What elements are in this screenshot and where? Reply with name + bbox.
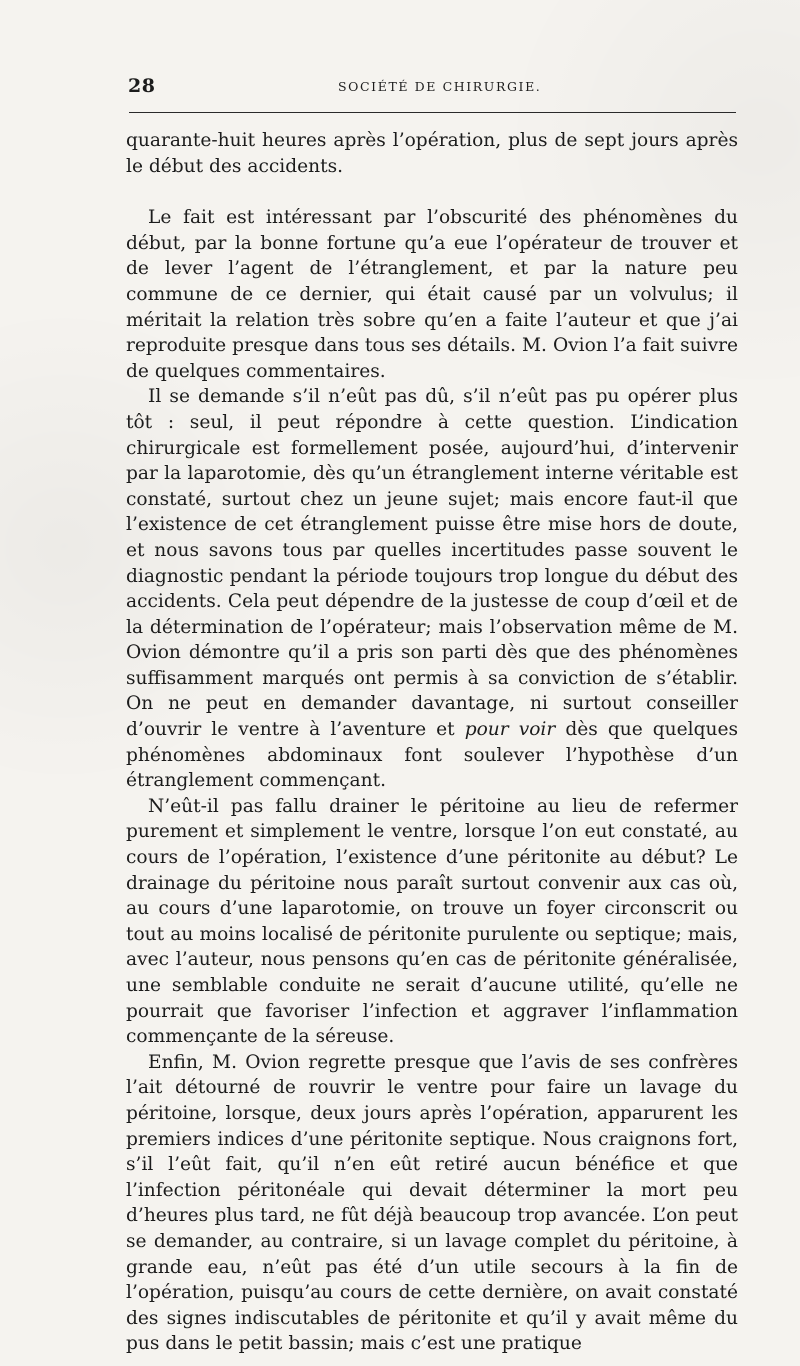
paragraph-text: Le fait est intéressant par l’obscurité des phénomènes du début, par la bonne fortune qu’a eue l’opérateur de trouver et de lever l’agent de l’étranglement, et par la nature peu commune de ce dernier, qui était causé par un volvulus; il méritait la relation très sobre qu’en a faite l’auteur et que j’ai reproduite presque dans tous ses détails. M. Ovion l’a fait suivre de quelques commentaires.: [126, 207, 738, 382]
italic-phrase: pour voir: [464, 719, 556, 741]
paragraph-3: [126, 384, 738, 794]
paragraph-1: [126, 128, 738, 179]
page-header: [128, 75, 738, 99]
paragraph-4: [126, 794, 738, 1050]
paragraph-text-continued: dès que quelques phénomènes abdominaux font soulever l’hypothèse d’un étranglement commençant.: [126, 719, 739, 792]
paragraph-5: [126, 1050, 738, 1357]
page-number: 28: [128, 75, 156, 97]
paragraph-2: [126, 205, 738, 384]
header-rule: [129, 112, 736, 113]
paragraph-text: Enfin, M. Ovion regrette presque que l’avis de ses confrères l’ait détourné de rouvrir le ventre pour faire un lavage du péritoine, lorsque, deux jours après l’opération, apparurent les premiers indices d’une péritonite septique. Nous craignons fort, s’il l’eût fait, qu’il n’en eût retiré aucun bénéfice et que l’infection péritonéale qui devait déterminer la mort peu d’heures plus tard, ne fût déjà beaucoup trop avancée. L’on peut se demander, au contraire, si un lavage complet du péritoine, à grande eau, n’eût pas été d’un utile secours à la fin de l’opération, puisqu’au cours de cette dernière, on avait constaté des signes indiscutables de péritonite et qu’il y avait même du pus dans le petit bassin; mais c’est une pratique: [126, 1051, 738, 1355]
running-title: SOCIÉTÉ DE CHIRURGIE.: [338, 79, 542, 94]
body-text: [126, 128, 738, 1357]
paragraph-text: N’eût-il pas fallu drainer le péritoine au lieu de refermer purement et simplement le ventre, lorsque l’on eut constaté, au cours de l’opération, l’existence d’une péritonite au début? Le drainage du péritoine nous paraît surtout convenir aux cas où, au cours d’une laparotomie, on trouve un foyer circonscrit ou tout au moins localisé de péritonite purulente ou septique; mais, avec l’auteur, nous pensons qu’en cas de péritonite généralisée, une semblable conduite ne serait d’aucune utilité, qu’elle ne pourrait que favoriser l’infection et aggraver l’inflammation commençante de la séreuse.: [126, 795, 738, 1048]
paragraph-text: Il se demande s’il n’eût pas dû, s’il n’eût pas pu opérer plus tôt : seul, il peut répondre à cette question. L’indication chirurgicale est formellement posée, aujourd’hui, d’intervenir par la laparotomie, dès qu’un étranglement interne véritable est constaté, surtout chez un jeune sujet; mais encore faut-il que l’existence de cet étranglement puisse être mise hors de doute, et nous savons tous par quelles incertitudes passe souvent le diagnostic pendant la période toujours trop longue du début des accidents. Cela peut dépendre de la justesse de coup d’œil et de la détermination de l’opérateur; mais l’observation même de M. Ovion démontre qu’il a pris son parti dès que des phénomènes suffisamment marqués ont permis à sa conviction de s’établir. On ne peut en demander davantage, ni surtout conseiller d’ouvrir le ventre à l’aventure et: [126, 386, 738, 741]
paragraph-text: quarante-huit heures après l’opération, plus de sept jours après le début des accidents.: [126, 130, 738, 177]
